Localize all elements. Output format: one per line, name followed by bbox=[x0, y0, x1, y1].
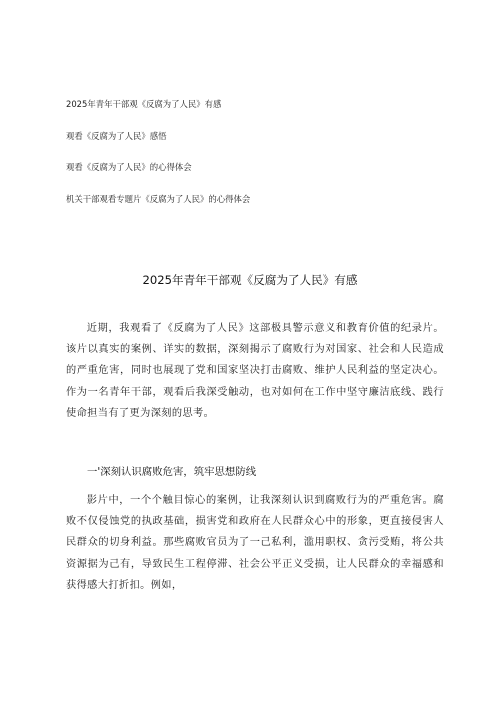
toc-item-2[interactable]: 观看《反腐为了人民》感悟 bbox=[66, 130, 167, 141]
article-title: 2025年青年干部观《反腐为了人民》有感 bbox=[142, 273, 358, 287]
paragraph-section-1: 影片中，一个个触目惊心的案例，让我深刻认识到腐败行为的严重危害。腐败不仅侵蚀党的执政基础，损害党和政府在人民群众心中的形象，更直接侵害人民群众的切身利益。那些腐败官员为了一己私利，滥用职权、贪污受贿，将公共资源据为己有，导致民生工程停滞、社会公平正义受损，让人民群众的幸福感和获得感大打折扣。例如， bbox=[66, 495, 444, 591]
section-heading-1: 一'深刻认识腐败危害，筑牢思想防线 bbox=[87, 466, 257, 478]
toc-item-1[interactable]: 2025年青年干部观《反腐为了人民》有感 bbox=[66, 99, 222, 109]
table-of-contents bbox=[66, 98, 466, 224]
paragraph-intro: 近期，我观看了《反腐为了人民》这部极具警示意义和教育价值的纪录片。该片以真实的案例、详实的数据，深刻揭示了腐败行为对国家、社会和人民造成的严重危害，同时也展现了党和国家坚决打击腐败、维护人民利益的坚定决心。作为一名青年干部，观看后我深受触动，也对如何在工作中坚守廉洁底线、践行使命担当有了更为深刻的思考。 bbox=[66, 323, 444, 419]
toc-item-3[interactable]: 观看《反腐为了人民》的心得体会 bbox=[66, 162, 192, 172]
toc-item-4[interactable]: 机关干部观看专题片《反腐为了人民》的心得体会 bbox=[66, 193, 251, 204]
